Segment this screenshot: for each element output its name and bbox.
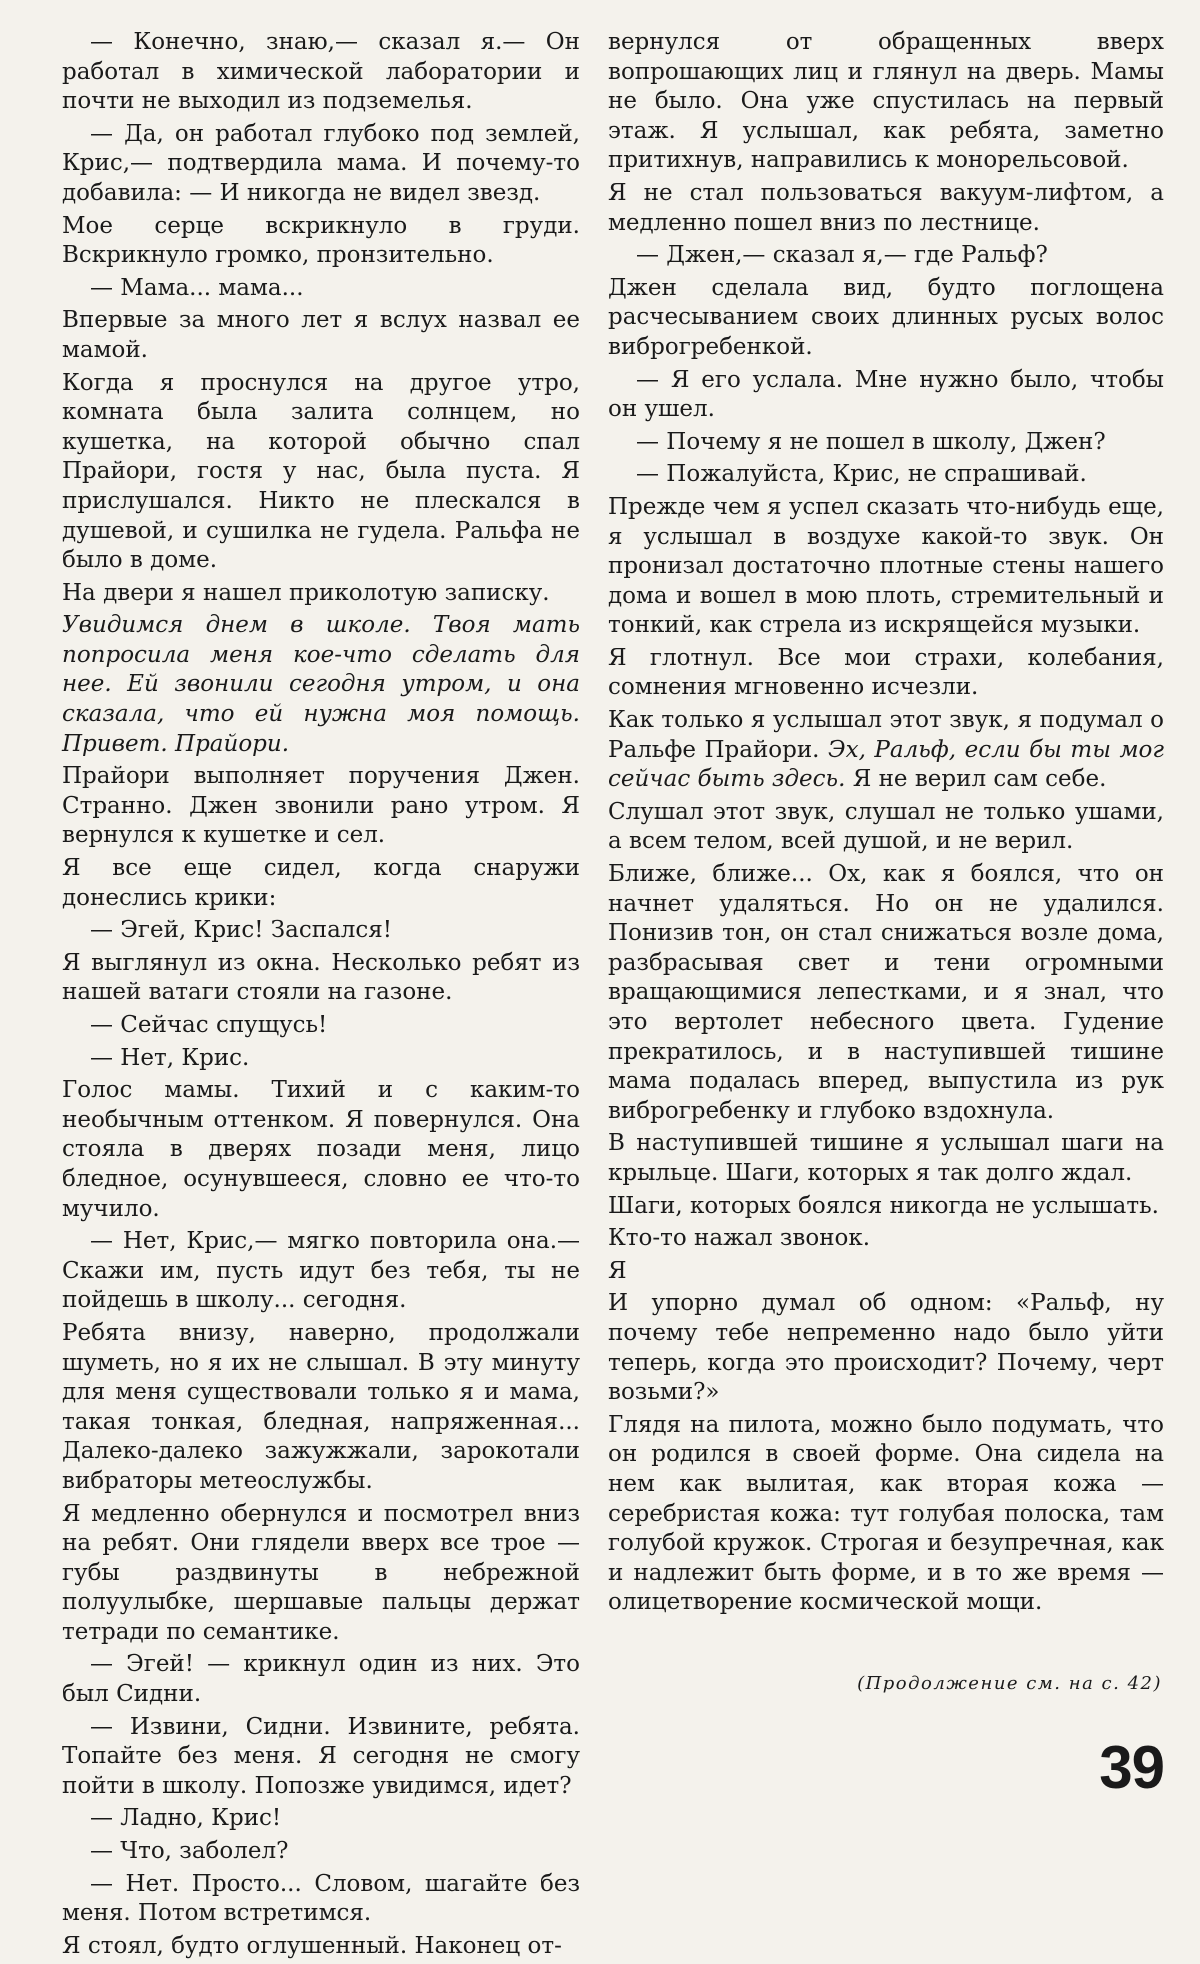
paragraph: Я не стал пользоваться вакуум-лифтом, а медленно пошел вниз по лестнице.	[608, 179, 1164, 236]
text-run: И упорно думал об одном: «Ральф, ну почему тебе непременно надо было уйти теперь, когда это происходит? Почему, черт возьми?»	[608, 1290, 1164, 1406]
paragraph: — Мама... мама...	[90, 274, 304, 301]
text-run: Как только я услышал этот звук, я подумал о Ральфе Прайори.	[608, 707, 1164, 763]
continuation-note: (Продолжение см. на с. 42)	[857, 1673, 1162, 1694]
paragraph: — Конечно, знаю,— сказал я.— Он работал в химической лаборатории и почти не выходил из подземелья.	[62, 29, 580, 115]
paragraph: Я стоял, будто оглушенный. Наконец от-	[62, 1932, 562, 1959]
paragraph: — Джен,— сказал я,— где Ральф?	[636, 242, 1048, 269]
paragraph: Слушал этот звук, слушал не только ушами, а всем телом, всей душой, и не верил.	[608, 798, 1164, 855]
paragraph: — Эгей! — крикнул один из них. Это был Сидни.	[62, 1651, 580, 1708]
paragraph: — Нет. Просто... Словом, шагайте без меня. Потом встретимся.	[62, 1870, 580, 1927]
paragraph: В наступившей тишине я услышал шаги на крыльце. Шаги, которых я так долго ждал.	[608, 1130, 1164, 1186]
paragraph: вернулся от обращенных вверх вопрошающих лиц и глянул на дверь. Мамы не было. Она уже спустилась на первый этаж. Я услышал, как ребята, заметно притихнув, направились к монорельсовой.	[608, 29, 1164, 174]
mixed-paragraph	[608, 1289, 1164, 1407]
paragraph: Я выглянул из окна. Несколько ребят из нашей ватаги стояли на газоне.	[62, 949, 580, 1006]
paragraph: Я медленно обернулся и посмотрел вниз на ребят. Они глядели вверх все трое — губы раздвинуты в небрежной полуулыбке, шершавые пальцы держат тетради по семантике.	[62, 1500, 580, 1645]
paragraph: На двери я нашел приколотую записку.	[62, 579, 550, 606]
paragraph: — Ладно, Крис!	[90, 1805, 282, 1832]
paragraph: Ближе, ближе... Ох, как я боялся, что он начнет удаляться. Но он не удалился. Понизив тон, он стал снижаться возле дома, разбрасывая свет и тени огромными вращающимися лепестками, и я знал, что это вертолет небесного цвета. Гудение прекратилось, и в наступившей тишине мама подалась вперед, выпустила из рук виброгребенку и глубоко вздохнула.	[608, 861, 1164, 1124]
paragraph: Я	[608, 1257, 627, 1284]
paragraph: Я глотнул. Все мои страхи, колебания, сомнения мгновенно исчезли.	[608, 644, 1164, 701]
paragraph: Джен сделала вид, будто поглощена расчесыванием своих длинных русых волос виброгребенкой.	[608, 274, 1164, 360]
paragraph: Голос мамы. Тихий и с каким-то необычным оттенком. Я повернулся. Она стояла в дверях позади меня, лицо бледное, осунувшееся, словно ее что-то мучило.	[62, 1077, 580, 1222]
paragraph: Кто-то нажал звонок.	[608, 1225, 871, 1252]
paragraph: — Почему я не пошел в школу, Джен?	[636, 428, 1106, 455]
italic-note: Увидимся днем в школе. Твоя мать попросила меня кое-что сделать для нее. Ей звонили сегодня утром, и она сказала, что ей нужна моя помощь. Привет. Прайори.	[62, 612, 580, 757]
paragraph: — Что, заболел?	[90, 1838, 289, 1865]
text-run: Я не верил сам себе.	[845, 766, 1107, 793]
paragraph: — Нет, Крис.	[90, 1044, 250, 1071]
paragraph: — Эгей, Крис! Заспался!	[90, 917, 393, 944]
paragraph: — Сейчас спущусь!	[90, 1012, 328, 1038]
left-column	[62, 28, 580, 1964]
paragraph: Когда я проснулся на другое утро, комната была залита солнцем, но кушетка, на которой обычно спал Прайори, гостя у нас, была пуста. Я прислушался. Никто не плескался в душевой, и сушилка не гудела. Ральфа не было в доме.	[62, 369, 580, 574]
paragraph: Глядя на пилота, можно было подумать, что он родился в своей форме. Она сидела на нем как вылитая, как вторая кожа — серебристая кожа: тут голубая полоска, там голубой кружок. Строгая и безупречная, как и надлежит быть форме, и в то же время — олицетворение космической мощи.	[608, 1411, 1164, 1616]
paragraph: — Нет, Крис,— мягко повторила она.— Скажи им, пусть идут без тебя, ты не пойдешь в школу... сегодня.	[62, 1228, 580, 1314]
paragraph: — Пожалуйста, Крис, не спрашивай.	[636, 461, 1087, 488]
paragraph: Мое серце вскрикнуло в груди. Вскрикнуло громко, пронзительно.	[62, 212, 580, 269]
paragraph: Прайори выполняет поручения Джен. Странно. Джен звонили рано утром. Я вернулся к кушетке и сел.	[62, 763, 580, 849]
paragraph: Прежде чем я успел сказать что-нибудь еще, я услышал в воздухе какой-то звук. Он пронизал достаточно плотные стены нашего дома и вошел в мою плоть, стремительный и тонкий, как стрела из искрящейся музыки.	[608, 493, 1164, 639]
paragraph: — Да, он работал глубоко под землей, Крис,— подтвердила мама. И почему-то добавила: — И никогда не видел звезд.	[62, 120, 580, 206]
italic-run: Эх, Ральф, если бы ты мог сейчас быть здесь.	[608, 736, 1165, 793]
right-column	[608, 28, 1164, 1621]
page-number: 39	[1099, 1734, 1164, 1801]
paragraph: — Я его услала. Мне нужно было, чтобы он ушел.	[608, 366, 1164, 423]
paragraph: Впервые за много лет я вслух назвал ее мамой.	[62, 307, 580, 363]
paragraph: Я все еще сидел, когда снаружи донеслись крики:	[62, 855, 580, 911]
paragraph: Ребята внизу, наверно, продолжали шуметь, но я их не слышал. В эту минуту для меня существовали только я и мама, такая тонкая, бледная, напряженная... Далеко-далеко зажужжали, зарокотали вибраторы метеослужбы.	[62, 1319, 580, 1494]
note-paragraph	[62, 611, 580, 759]
paragraph: — Извини, Сидни. Извините, ребята. Топайте без меня. Я сегодня не смогу пойти в школу. Попозже увидимся, идет?	[62, 1713, 580, 1799]
mixed-paragraph	[608, 706, 1164, 795]
paragraph: Шаги, которых боялся никогда не услышать.	[608, 1192, 1159, 1219]
